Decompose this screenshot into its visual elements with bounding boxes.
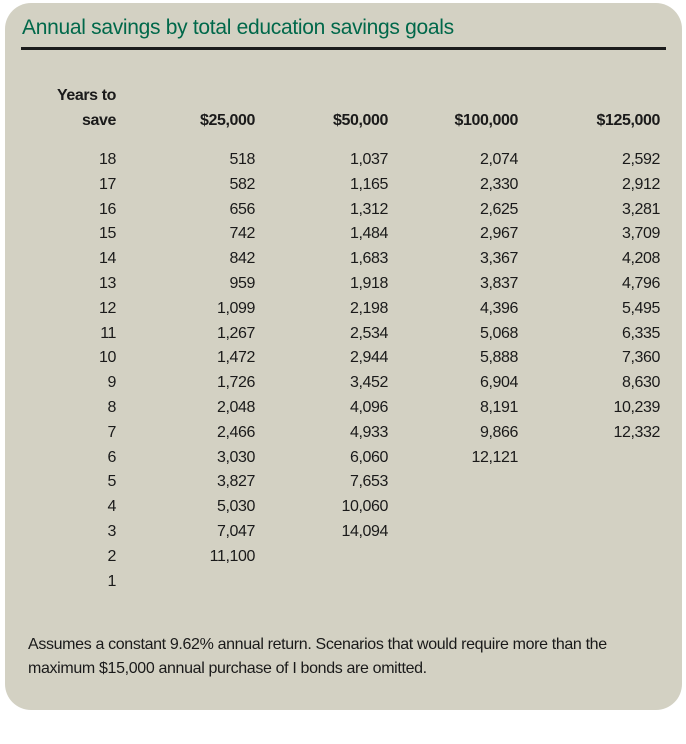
value-cell: 11,100 — [209, 548, 255, 565]
years-cell: 4 — [107, 498, 116, 515]
value-cell: 12,332 — [613, 424, 660, 441]
value-cell: 10,239 — [613, 399, 660, 416]
value-cell: 656 — [229, 201, 255, 218]
value-cell: 7,653 — [349, 473, 388, 490]
years-cell: 12 — [99, 300, 116, 317]
value-cell: 4,208 — [621, 250, 660, 267]
years-cell: 13 — [99, 275, 116, 292]
value-cell: 2,048 — [216, 399, 255, 416]
table-title: Annual savings by total education savings goals — [22, 16, 454, 39]
value-cell: 3,281 — [621, 201, 660, 218]
value-cell: 6,335 — [621, 325, 660, 342]
value-cell: 2,074 — [479, 151, 518, 168]
value-cell: 1,312 — [349, 201, 388, 218]
years-cell: 1 — [107, 573, 116, 590]
value-cell: 2,466 — [216, 424, 255, 441]
years-cell: 17 — [99, 176, 116, 193]
value-cell: 3,709 — [621, 225, 660, 242]
value-cell: 1,099 — [216, 300, 255, 317]
goal-header-50000: $50,000 — [332, 112, 388, 129]
goal-header-25000: $25,000 — [199, 112, 255, 129]
value-cell: 2,534 — [349, 325, 388, 342]
years-cell: 5 — [107, 473, 116, 490]
value-cell: 1,484 — [349, 225, 388, 242]
value-cell: 1,918 — [349, 275, 388, 292]
value-cell: 4,396 — [479, 300, 518, 317]
value-cell: 2,912 — [621, 176, 660, 193]
years-cell: 6 — [107, 449, 116, 466]
value-cell: 4,933 — [349, 424, 388, 441]
value-cell: 7,047 — [216, 523, 255, 540]
footnote: Assumes a constant 9.62% annual return. Scenarios that would require more than the maximum $15,000 annual purchase of I bonds are omitted. — [28, 636, 607, 677]
years-cell: 9 — [107, 374, 116, 391]
value-cell: 6,904 — [479, 374, 518, 391]
years-cell: 2 — [107, 548, 116, 565]
value-cell: 1,165 — [349, 176, 388, 193]
value-cell: 14,094 — [341, 523, 388, 540]
value-cell: 5,068 — [479, 325, 518, 342]
value-cell: 1,267 — [216, 325, 255, 342]
value-cell: 3,452 — [349, 374, 388, 391]
value-cell: 4,796 — [621, 275, 660, 292]
value-cell: 5,888 — [479, 349, 518, 366]
value-cell: 4,096 — [349, 399, 388, 416]
years-cell: 15 — [99, 225, 116, 242]
value-cell: 2,330 — [479, 176, 518, 193]
value-cell: 1,472 — [216, 349, 255, 366]
value-cell: 5,030 — [216, 498, 255, 515]
value-cell: 1,726 — [216, 374, 255, 391]
value-cell: 582 — [229, 176, 255, 193]
value-cell: 12,121 — [471, 449, 518, 466]
value-cell: 3,367 — [479, 250, 518, 267]
savings-table-card — [5, 3, 682, 710]
years-cell: 7 — [107, 424, 116, 441]
value-cell: 742 — [229, 225, 255, 242]
goal-header-125000: $125,000 — [596, 112, 660, 129]
years-cell: 14 — [99, 250, 116, 267]
value-cell: 1,037 — [349, 151, 388, 168]
savings-table — [5, 3, 682, 623]
value-cell: 8,191 — [479, 399, 518, 416]
value-cell: 8,630 — [621, 374, 660, 391]
value-cell: 10,060 — [341, 498, 388, 515]
years-header-line2: save — [82, 112, 116, 129]
value-cell: 2,625 — [479, 201, 518, 218]
years-cell: 10 — [99, 349, 116, 366]
value-cell: 2,198 — [349, 300, 388, 317]
value-cell: 3,030 — [216, 449, 255, 466]
value-cell: 1,683 — [349, 250, 388, 267]
value-cell: 5,495 — [621, 300, 660, 317]
years-cell: 16 — [99, 201, 116, 218]
value-cell: 2,944 — [349, 349, 388, 366]
value-cell: 7,360 — [621, 349, 660, 366]
value-cell: 518 — [229, 151, 255, 168]
value-cell: 3,837 — [479, 275, 518, 292]
years-cell: 8 — [107, 399, 116, 416]
goal-header-100000: $100,000 — [454, 112, 518, 129]
value-cell: 959 — [229, 275, 255, 292]
value-cell: 3,827 — [216, 473, 255, 490]
value-cell: 6,060 — [349, 449, 388, 466]
years-cell: 11 — [100, 325, 116, 342]
value-cell: 842 — [229, 250, 255, 267]
value-cell: 2,967 — [479, 225, 518, 242]
years-header-line1: Years to — [56, 87, 116, 104]
years-cell: 18 — [99, 151, 116, 168]
years-cell: 3 — [107, 523, 116, 540]
value-cell: 2,592 — [621, 151, 660, 168]
value-cell: 9,866 — [479, 424, 518, 441]
